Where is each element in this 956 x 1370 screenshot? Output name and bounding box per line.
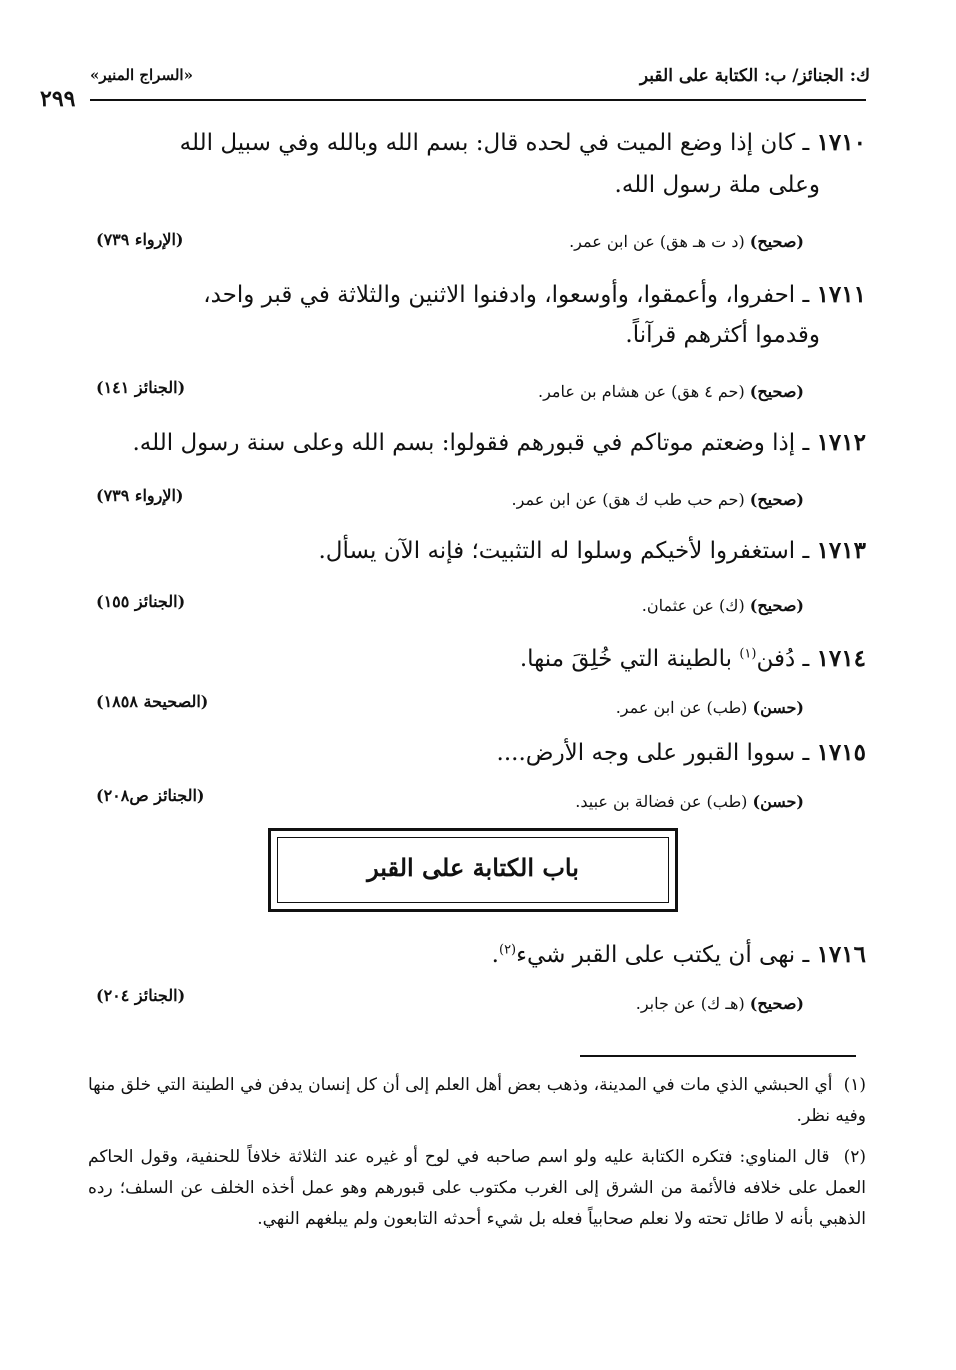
footnote-marker-2[interactable]: (٢) bbox=[498, 942, 517, 958]
hadith-1711-line1: ١٧١١ ـ احفروا، وأعمقوا، وأوسعوا، وادفنوا الاثنين والثلاثة في قبر واحد، bbox=[203, 281, 866, 308]
grade-label: (صحيح) bbox=[749, 490, 804, 509]
hadith-number: ١٧١٠ bbox=[816, 129, 866, 156]
hadith-text: استغفروا لأخيكم وسلوا له التثبيت؛ فإنه الآن يسأل. bbox=[318, 538, 796, 564]
source: (ك) عن عثمان. bbox=[641, 596, 745, 615]
grade-label: (صحيح) bbox=[749, 596, 804, 615]
hadith-number: ١٧١٦ bbox=[816, 941, 866, 968]
hadith-1713-line1: ١٧١٣ ـ استغفروا لأخيكم وسلوا له التثبيت؛ فإنه الآن يسأل. bbox=[318, 537, 866, 564]
hadith-1714-reference: (الصحيحة ١٨٥٨) bbox=[96, 692, 209, 711]
running-header-chapter: ك: الجنائز/ ب: الكتابة على القبر bbox=[639, 66, 870, 86]
hadith-1711-reference: (الجنائز ١٤١) bbox=[96, 378, 186, 397]
hadith-1712-grade bbox=[512, 490, 804, 509]
hadith-number: ١٧١٣ bbox=[816, 537, 866, 564]
hadith-1716-line1: ١٧١٦ ـ نهى أن يكتب على القبر شيء$^{(٢)}$. bbox=[491, 941, 866, 968]
hadith-1710-grade bbox=[569, 232, 804, 251]
hadith-text-cont: . bbox=[491, 942, 499, 968]
grade-label: (حسن) bbox=[752, 792, 804, 811]
grade-label: (صحيح) bbox=[749, 382, 804, 401]
hadith-1711-line2: وقدموا أكثرهم قرآناً. bbox=[625, 322, 820, 348]
source: (طب) عن ابن عمر. bbox=[615, 698, 748, 717]
source: (طب) عن فضالة بن عبيد. bbox=[575, 792, 748, 811]
hadith-number: ١٧١٥ bbox=[816, 739, 866, 766]
hadith-1713-grade bbox=[642, 596, 804, 615]
header-rule bbox=[90, 99, 866, 101]
hadith-text: سووا القبور على وجه الأرض.... bbox=[496, 740, 796, 766]
chapter-heading-box bbox=[268, 828, 678, 912]
hadith-1711-grade bbox=[538, 382, 804, 401]
footnote-1 bbox=[88, 1070, 866, 1132]
source: (هـ ك) عن جابر. bbox=[635, 994, 745, 1013]
footnote-text: قال المناوي: فتكره الكتابة عليه ولو اسم صاحبه في لوح أو غيره عند الثلاثة خلافاً للحنفية، وقول الحاكم العمل على خلافه فالأئمة من الشرق إلى الغرب مكتوب على قبورهم وهو عمل أخذه الخلف عن السلف؛ رده الذهبي بأنه لا طائل تحته ولا نعلم صحابياً فعله بل شيء أحدثه التابعون ولم يبلغهم النهي. bbox=[88, 1147, 866, 1229]
hadith-1710-line1: ١٧١٠ ـ كان إذا وضع الميت في لحده قال: بسم الله وبالله وفي سبيل الله bbox=[179, 129, 866, 156]
source: (حم حب طب ك هق) عن ابن عمر. bbox=[511, 490, 745, 509]
hadith-number: ١٧١٤ bbox=[816, 645, 866, 672]
hadith-1716-grade bbox=[636, 994, 804, 1013]
hadith-1712-reference: (الإرواء ٧٣٩) bbox=[96, 486, 184, 505]
footnote-rule bbox=[580, 1055, 856, 1057]
footnote-text: أي الحبشي الذي مات في المدينة، وذهب بعض أهل العلم إلى أن كل إنسان يدفن في الطينة التي خلق منها وفيه نظر. bbox=[88, 1075, 866, 1126]
hadith-text: دُفن bbox=[756, 646, 796, 672]
hadith-1714-line1: ١٧١٤ ـ دُفن$^{(١)}$ بالطينة التي خُلِقَ منها. bbox=[519, 645, 866, 672]
hadith-1715-grade bbox=[575, 792, 804, 811]
hadith-1712-line1: ١٧١٢ ـ إذا وضعتم موتاكم في قبورهم فقولوا: بسم الله وعلى سنة رسول الله. bbox=[132, 429, 866, 456]
footnote-2 bbox=[88, 1142, 866, 1235]
footnote-marker-1[interactable]: (١) bbox=[739, 646, 757, 662]
hadith-number: ١٧١١ bbox=[816, 281, 866, 308]
hadith-1710-reference: (الإرواء ٧٣٩) bbox=[96, 230, 184, 249]
hadith-text: كان إذا وضع الميت في لحده قال: بسم الله وبالله وفي سبيل الله bbox=[179, 130, 796, 156]
hadith-text: احفروا، وأعمقوا، وأوسعوا، وادفنوا الاثنين والثلاثة في قبر واحد، bbox=[203, 282, 796, 308]
chapter-title: باب الكتابة على القبر bbox=[367, 853, 579, 882]
hadith-1715-reference: (الجنائز ص٢٠٨) bbox=[96, 786, 205, 805]
grade-label: (صحيح) bbox=[749, 232, 804, 251]
hadith-number: ١٧١٢ bbox=[816, 429, 866, 456]
footnote-mark: (٢) bbox=[843, 1147, 867, 1167]
hadith-text: نهى أن يكتب على القبر شيء bbox=[516, 942, 796, 968]
grade-label: (حسن) bbox=[752, 698, 804, 717]
running-header-book: «السراج المنير» bbox=[90, 66, 193, 84]
footnote-mark: (١) bbox=[843, 1075, 866, 1095]
hadith-1713-reference: (الجنائز ١٥٥) bbox=[96, 592, 186, 611]
page-number: ٢٩٩ bbox=[40, 86, 76, 112]
source: (حم ٤ هق) عن هشام بن عامر. bbox=[538, 382, 745, 401]
hadith-1714-grade bbox=[616, 698, 804, 717]
hadith-text-cont: بالطينة التي خُلِقَ منها. bbox=[519, 646, 740, 672]
grade-label: (صحيح) bbox=[749, 994, 804, 1013]
hadith-1715-line1: ١٧١٥ ـ سووا القبور على وجه الأرض.... bbox=[496, 739, 866, 766]
hadith-1716-reference: (الجنائز ٢٠٤) bbox=[96, 986, 186, 1005]
hadith-text: إذا وضعتم موتاكم في قبورهم فقولوا: بسم الله وعلى سنة رسول الله. bbox=[132, 430, 796, 456]
hadith-1710-line2: وعلى ملة رسول الله. bbox=[614, 172, 820, 198]
source: (د ت هـ هق) عن ابن عمر. bbox=[569, 232, 745, 251]
